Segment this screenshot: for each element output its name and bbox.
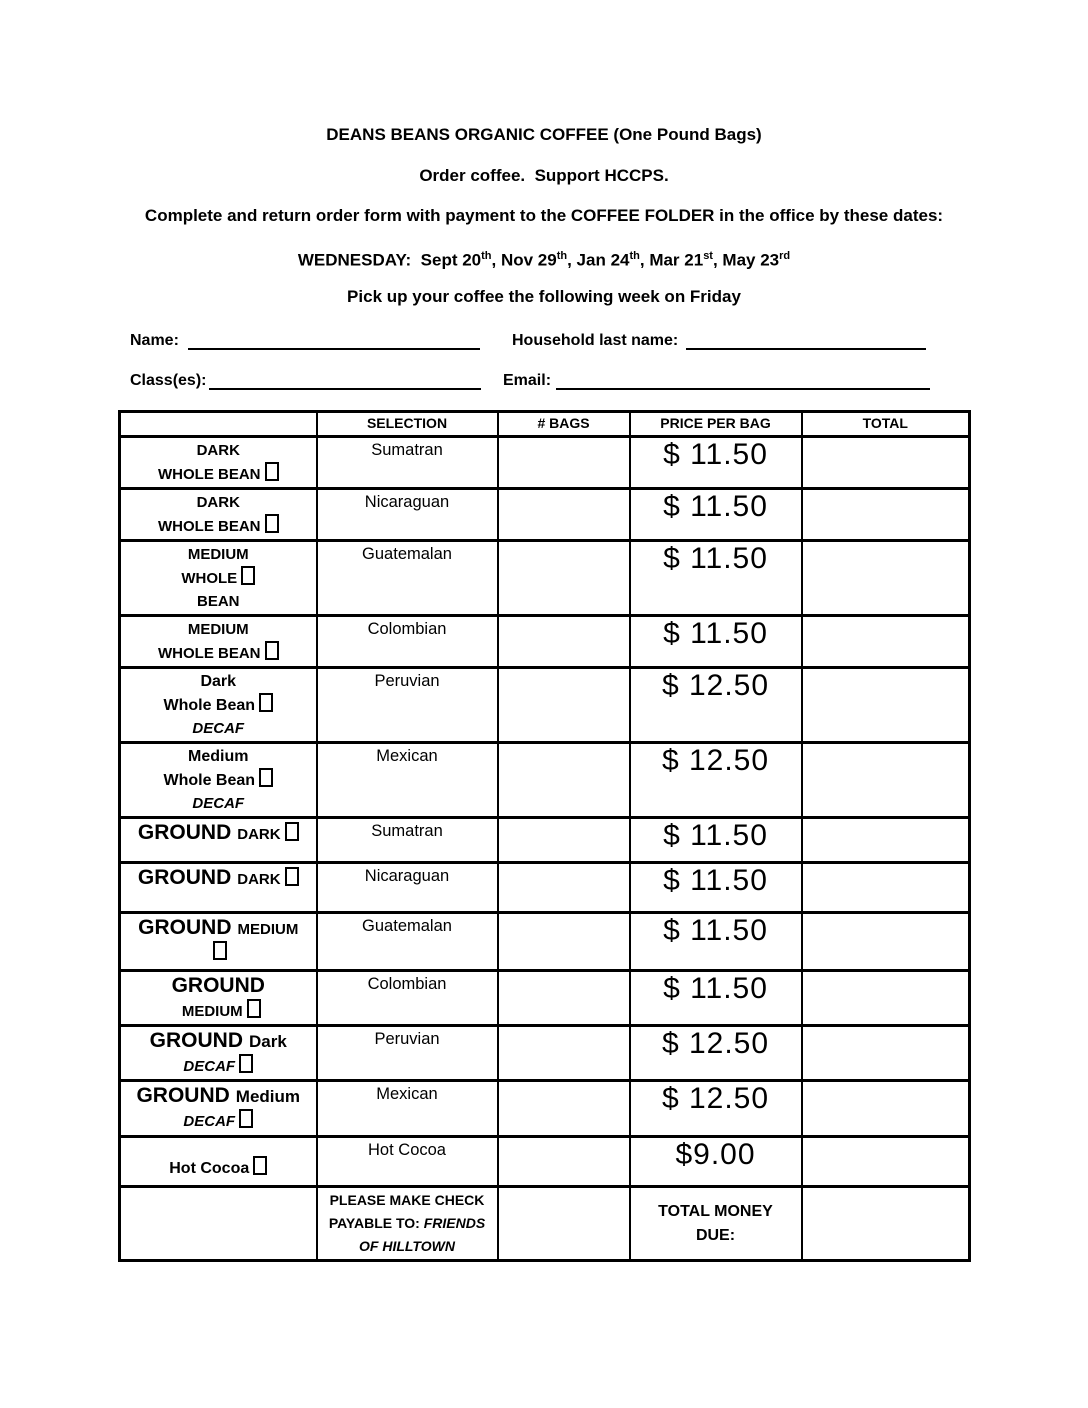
text-segment: DARK — [196, 442, 240, 459]
bags-input-cell[interactable] — [498, 1081, 630, 1137]
column-header: SELECTION — [317, 412, 498, 437]
text-segment: GROUND — [137, 821, 232, 844]
text-segment: Hot Cocoa — [169, 1160, 250, 1177]
total-input-cell[interactable] — [802, 1081, 970, 1137]
total-due-label-cell — [630, 1187, 802, 1261]
pickup-line: Pick up your coffee the following week on Friday — [347, 287, 741, 306]
text-segment: Dark — [249, 1032, 287, 1051]
cell-line — [123, 1156, 314, 1180]
cell-line — [123, 693, 314, 717]
cell-line — [320, 618, 495, 641]
table-row — [120, 1137, 970, 1187]
table-row — [120, 1081, 970, 1137]
cell-line — [123, 590, 314, 613]
table-row — [120, 818, 970, 863]
text-segment: $ 11.50 — [663, 972, 768, 1005]
cell-line — [123, 973, 314, 999]
text-segment: Hot Cocoa — [368, 1141, 446, 1159]
text-segment: DECAF — [192, 795, 245, 812]
checkbox-icon[interactable] — [259, 768, 273, 787]
total-input-cell[interactable] — [802, 863, 970, 913]
text-segment: DARK — [237, 871, 281, 888]
cell-line — [123, 462, 314, 486]
column-header: PRICE PER BAG — [630, 412, 802, 437]
price-cell — [630, 668, 802, 743]
text-segment: $ 12.50 — [661, 1027, 770, 1060]
text-segment: BEAN — [196, 593, 240, 610]
cell-line — [320, 1212, 495, 1235]
cell-line — [123, 1028, 314, 1054]
cell-line — [633, 1028, 799, 1060]
total-input-cell[interactable] — [802, 616, 970, 668]
cell-line — [633, 670, 799, 702]
text-segment: DARK — [196, 494, 240, 511]
date-ordinal: rd — [779, 250, 791, 262]
text-segment: $ 11.50 — [663, 438, 768, 471]
text-segment: Mexican — [376, 747, 438, 765]
name-input-line[interactable] — [188, 331, 480, 350]
cell-line — [320, 865, 495, 888]
table-row — [120, 971, 970, 1026]
selection-cell — [317, 1187, 498, 1261]
cell-line — [320, 820, 495, 843]
cell-line — [320, 670, 495, 693]
total-input-cell[interactable] — [802, 1137, 970, 1187]
cell-line — [633, 543, 799, 575]
category-cell — [120, 863, 317, 913]
text-segment: Whole Bean — [163, 772, 256, 789]
cell-line — [123, 543, 314, 566]
bags-input-cell[interactable] — [498, 1187, 630, 1261]
table-header-row — [120, 412, 970, 437]
text-segment: GROUND — [138, 916, 232, 939]
text-segment: $ 11.50 — [663, 617, 768, 650]
selection-cell — [317, 1081, 498, 1137]
text-segment: Colombian — [367, 620, 447, 638]
total-input-cell[interactable] — [802, 818, 970, 863]
text-segment: Peruvian — [374, 672, 440, 690]
category-cell — [120, 818, 317, 863]
cell-line — [123, 514, 314, 538]
cell-line — [123, 941, 314, 965]
household-input-line[interactable] — [686, 331, 926, 350]
text-segment: $ 12.50 — [661, 1082, 770, 1115]
selection-cell — [317, 668, 498, 743]
cell-line — [123, 768, 314, 792]
table-row — [120, 1026, 970, 1081]
price-cell — [630, 743, 802, 818]
cell-line — [320, 745, 495, 768]
text-segment: WHOLE BEAN — [158, 518, 261, 535]
text-segment: Sumatran — [371, 441, 443, 459]
table-row — [120, 541, 970, 616]
text-segment: MEDIUM — [187, 621, 249, 638]
cell-line — [123, 641, 314, 665]
price-cell — [630, 1026, 802, 1081]
category-cell — [120, 668, 317, 743]
text-segment: Sumatran — [371, 822, 443, 840]
total-input-cell[interactable] — [802, 541, 970, 616]
table-row — [120, 668, 970, 743]
cell-line — [320, 491, 495, 514]
checkbox-icon[interactable] — [239, 1054, 253, 1073]
text-segment: Mexican — [376, 1085, 438, 1103]
category-cell — [120, 1081, 317, 1137]
price-cell — [630, 437, 802, 489]
column-header: # BAGS — [498, 412, 630, 437]
bags-input-cell[interactable] — [498, 913, 630, 971]
cell-line — [320, 1235, 495, 1258]
selection-cell — [317, 437, 498, 489]
cell-line — [123, 566, 314, 590]
text-segment: Medium — [188, 748, 249, 765]
text-segment: $ 11.50 — [663, 542, 768, 575]
cell-line — [320, 915, 495, 938]
category-cell — [120, 743, 317, 818]
date-ordinal: th — [481, 250, 492, 262]
table-row — [120, 863, 970, 913]
text-segment: Guatemalan — [362, 917, 452, 935]
cell-line — [123, 439, 314, 462]
selection-cell — [317, 489, 498, 541]
date-ordinal: st — [703, 250, 713, 262]
bags-input-cell[interactable] — [498, 863, 630, 913]
cell-line — [633, 915, 799, 947]
bags-input-cell[interactable] — [498, 489, 630, 541]
cell-line — [123, 491, 314, 514]
cell-line — [320, 973, 495, 996]
text-segment: PAYABLE TO: — [328, 1215, 424, 1231]
total-input-cell[interactable] — [802, 1026, 970, 1081]
bags-input-cell[interactable] — [498, 1137, 630, 1187]
cell-line — [123, 717, 314, 740]
text-segment: GROUND — [137, 866, 232, 889]
price-cell — [630, 818, 802, 863]
cell-line — [123, 999, 314, 1023]
selection-cell — [317, 913, 498, 971]
cell-line — [123, 1109, 314, 1133]
price-cell — [630, 913, 802, 971]
total-input-cell[interactable] — [802, 489, 970, 541]
text-segment: FRIENDS — [423, 1215, 486, 1231]
cell-line — [633, 491, 799, 523]
table-row — [120, 743, 970, 818]
total-input-cell[interactable] — [802, 1187, 970, 1261]
cell-line — [631, 1224, 801, 1248]
form-title: DEANS BEANS ORGANIC COFFEE (One Pound Bags) — [326, 125, 762, 144]
cell-line — [633, 439, 799, 471]
text-segment: GROUND — [136, 1084, 230, 1107]
cell-line — [631, 1200, 801, 1224]
text-segment: MEDIUM — [187, 546, 249, 563]
total-input-cell[interactable] — [802, 971, 970, 1026]
checkbox-icon[interactable] — [253, 1156, 267, 1175]
cell-line — [633, 1083, 799, 1115]
table-row — [120, 1187, 970, 1261]
cell-line — [123, 792, 314, 815]
price-cell — [630, 863, 802, 913]
bags-input-cell[interactable] — [498, 616, 630, 668]
selection-cell — [317, 1026, 498, 1081]
selection-cell — [317, 616, 498, 668]
checkbox-icon[interactable] — [239, 1109, 253, 1128]
text-segment: OF HILLTOWN — [359, 1238, 455, 1254]
price-cell — [630, 1081, 802, 1137]
price-cell — [630, 616, 802, 668]
bags-input-cell[interactable] — [498, 668, 630, 743]
cell-line — [320, 1083, 495, 1106]
selection-cell — [317, 863, 498, 913]
column-header: TOTAL — [802, 412, 970, 437]
category-cell — [120, 1137, 317, 1187]
email-label: Email: — [503, 372, 552, 389]
order-table — [118, 410, 971, 1262]
text-segment: DECAF — [183, 1058, 236, 1075]
cell-line — [320, 439, 495, 462]
text-segment: DECAF — [192, 720, 245, 737]
column-header — [120, 412, 317, 437]
text-segment: Colombian — [367, 975, 447, 993]
total-input-cell[interactable] — [802, 743, 970, 818]
price-cell — [630, 541, 802, 616]
text-segment: $ 11.50 — [663, 490, 768, 523]
text-segment: GROUND — [171, 974, 265, 997]
bags-input-cell[interactable] — [498, 818, 630, 863]
category-cell — [120, 541, 317, 616]
cell-line — [320, 543, 495, 566]
cell-line — [633, 973, 799, 1005]
total-input-cell[interactable] — [802, 913, 970, 971]
cell-line — [123, 915, 314, 941]
cell-line — [633, 865, 799, 897]
name-label: Name: — [130, 332, 179, 349]
category-cell — [120, 616, 317, 668]
text-segment: WHOLE — [181, 570, 238, 587]
category-cell — [120, 1187, 317, 1261]
date-ordinal: th — [629, 250, 640, 262]
cell-line — [123, 865, 314, 891]
cell-line — [123, 1054, 314, 1078]
form-subtitle: Order coffee. Support HCCPS. — [419, 166, 669, 185]
classes-input-line[interactable] — [209, 371, 481, 390]
total-input-cell[interactable] — [802, 437, 970, 489]
cell-line — [320, 1189, 495, 1212]
checkbox-icon[interactable] — [265, 514, 279, 533]
text-segment: $ 12.50 — [661, 744, 770, 777]
checkbox-icon[interactable] — [265, 641, 279, 660]
total-input-cell[interactable] — [802, 668, 970, 743]
category-cell — [120, 489, 317, 541]
price-cell — [630, 1137, 802, 1187]
date-ordinal: th — [556, 250, 568, 262]
cell-line — [320, 1028, 495, 1051]
checkbox-icon[interactable] — [285, 867, 299, 886]
text-segment: Dark — [200, 673, 237, 690]
table-row — [120, 437, 970, 489]
text-segment: $ 11.50 — [663, 864, 768, 897]
text-segment: MEDIUM — [181, 1003, 243, 1020]
cell-line — [633, 1139, 799, 1171]
cell-line — [123, 1083, 314, 1109]
email-input-line[interactable] — [556, 371, 930, 390]
text-segment: TOTAL MONEY — [658, 1202, 773, 1220]
cell-line — [633, 745, 799, 777]
cell-line — [123, 670, 314, 693]
text-segment: DARK — [237, 826, 281, 843]
checkbox-icon[interactable] — [213, 941, 227, 960]
checkbox-icon[interactable] — [265, 462, 279, 481]
text-segment: DECAF — [183, 1113, 236, 1130]
text-segment: Nicaraguan — [364, 493, 450, 511]
text-segment: MEDIUM — [237, 921, 299, 938]
checkbox-icon[interactable] — [259, 693, 273, 712]
bags-input-cell[interactable] — [498, 743, 630, 818]
text-segment: Medium — [235, 1087, 301, 1106]
price-cell — [630, 971, 802, 1026]
category-cell — [120, 913, 317, 971]
price-cell — [630, 489, 802, 541]
text-segment: Guatemalan — [362, 545, 452, 563]
category-cell — [120, 1026, 317, 1081]
checkbox-icon[interactable] — [241, 566, 255, 585]
cell-line — [123, 745, 314, 768]
bags-input-cell[interactable] — [498, 541, 630, 616]
bags-input-cell[interactable] — [498, 971, 630, 1026]
table-row — [120, 913, 970, 971]
text-segment: $ 11.50 — [663, 914, 768, 947]
bags-input-cell[interactable] — [498, 437, 630, 489]
table-row — [120, 489, 970, 541]
text-segment: $ 12.50 — [661, 669, 770, 702]
schedule-line: WEDNESDAY: Sept 20th, Nov 29th, Jan 24th, Mar 21st, May 23rd — [297, 250, 791, 270]
form-instructions: Complete and return order form with payment to the COFFEE FOLDER in the office by these dates: — [144, 206, 944, 225]
checkbox-icon[interactable] — [247, 999, 261, 1018]
selection-cell — [317, 818, 498, 863]
text-segment: Peruvian — [374, 1030, 440, 1048]
text-segment: DUE: — [695, 1226, 736, 1244]
category-cell — [120, 971, 317, 1026]
selection-cell — [317, 541, 498, 616]
bags-input-cell[interactable] — [498, 1026, 630, 1081]
checkbox-icon[interactable] — [285, 822, 299, 841]
text-segment: WHOLE BEAN — [158, 645, 261, 662]
text-segment: $9.00 — [675, 1138, 756, 1171]
category-cell — [120, 437, 317, 489]
text-segment: Nicaraguan — [364, 867, 450, 885]
household-label: Household last name: — [512, 332, 679, 349]
selection-cell — [317, 743, 498, 818]
text-segment: WHOLE BEAN — [158, 466, 261, 483]
selection-cell — [317, 971, 498, 1026]
classes-label: Class(es): — [130, 372, 207, 389]
selection-cell — [317, 1137, 498, 1187]
cell-line — [320, 1139, 495, 1162]
text-segment: Whole Bean — [163, 697, 256, 714]
text-segment: PLEASE MAKE CHECK — [329, 1192, 485, 1208]
cell-line — [633, 618, 799, 650]
cell-line — [123, 820, 314, 846]
table-row — [120, 616, 970, 668]
text-segment: $ 11.50 — [663, 819, 768, 852]
cell-line — [633, 820, 799, 852]
cell-line — [123, 618, 314, 641]
text-segment: GROUND — [149, 1029, 244, 1052]
